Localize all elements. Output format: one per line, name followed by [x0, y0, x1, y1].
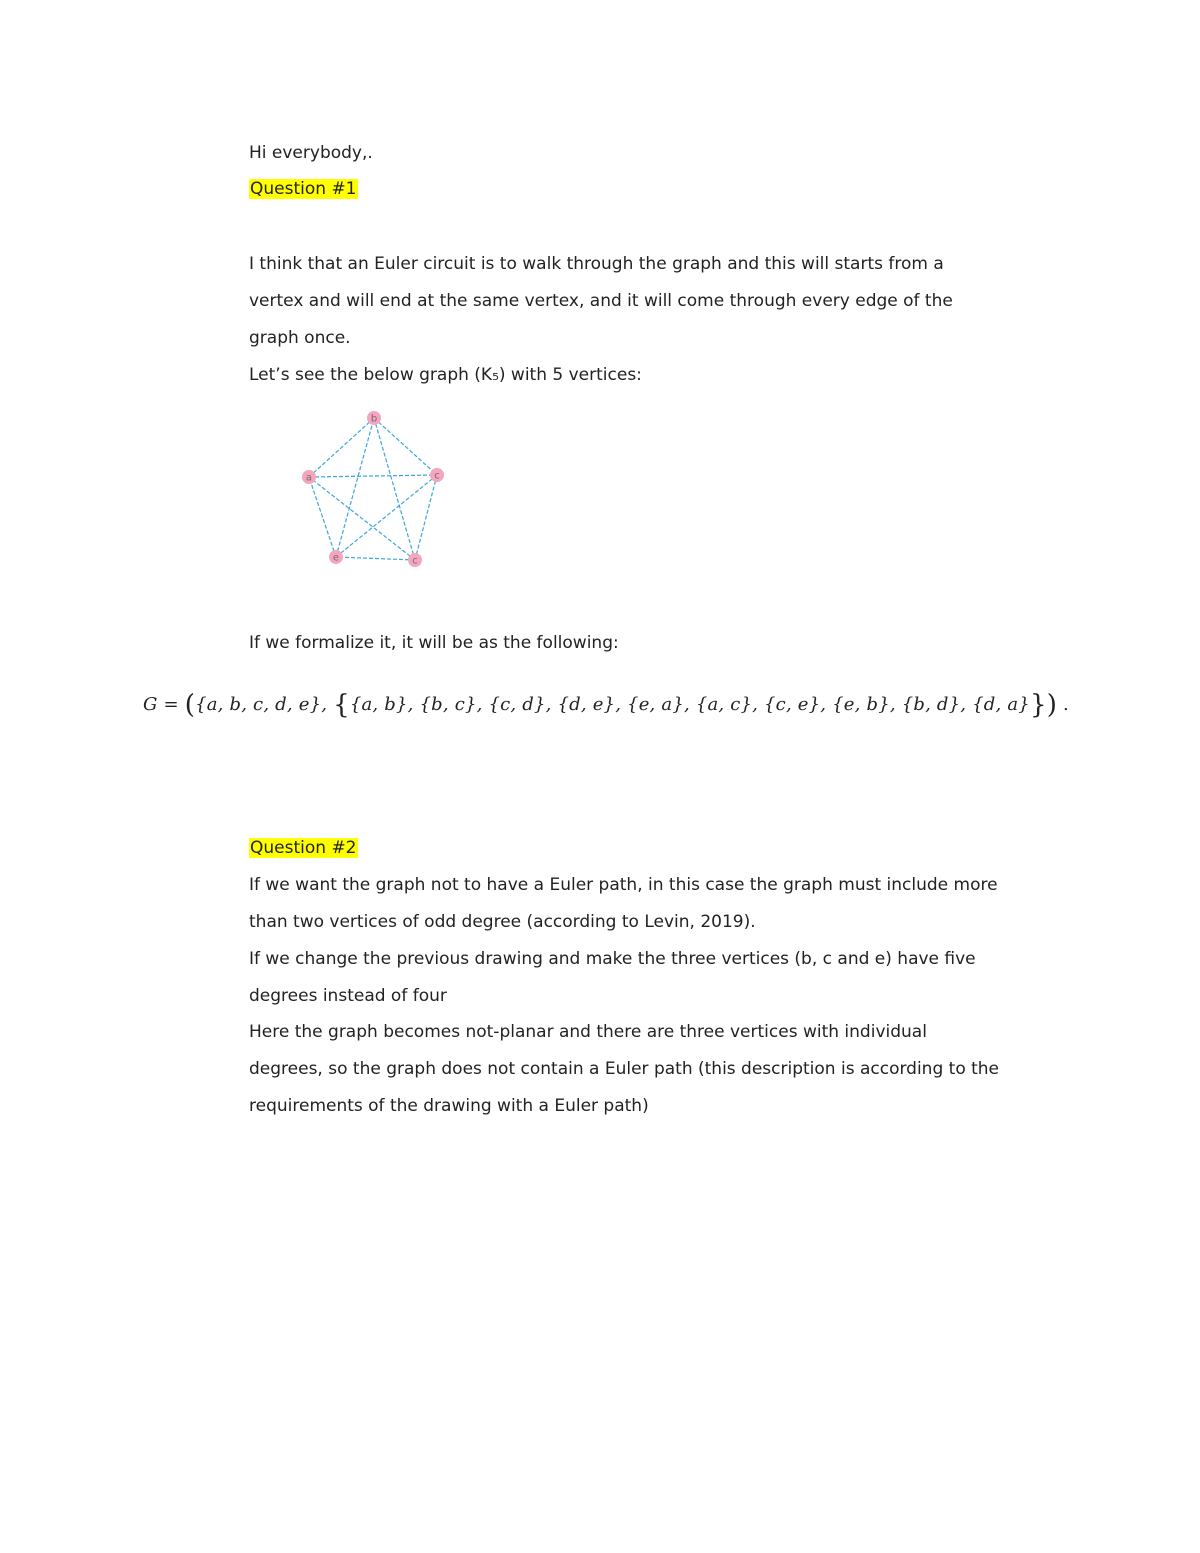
question-1-heading-text: Question #1: [250, 179, 357, 199]
edge-c-e: [336, 475, 437, 557]
question-2-line: Here the graph becomes not-planar and there are three vertices with individual: [249, 1022, 927, 1042]
graph-vertices: [302, 411, 444, 567]
question-2-line: If we want the graph not to have a Euler path, in this case the graph must include more: [249, 875, 998, 895]
formula-vertex-set: {a, b, c, d, e}: [195, 694, 322, 715]
question-2-line: If we change the previous drawing and make the three vertices (b, c and e) have five: [249, 949, 976, 969]
edge-a-c: [309, 475, 437, 477]
question-1-paragraph-line: vertex and will end at the same vertex, and it will come through every edge of the: [249, 291, 953, 311]
formula-lhs: G =: [143, 694, 185, 715]
vertex-label-e: e: [332, 552, 340, 564]
edge-c-d: [415, 475, 437, 560]
vertex-label-b: b: [370, 413, 378, 425]
question-2-line: degrees instead of four: [249, 986, 447, 1006]
question-2-heading: [249, 836, 358, 860]
vertex-label-d: c: [412, 555, 418, 567]
question-2-line: than two vertices of odd degree (according to Levin, 2019).: [249, 912, 756, 932]
question-2-heading-text: Question #2: [250, 838, 357, 858]
question-2-line: requirements of the drawing with a Euler path): [249, 1096, 649, 1116]
graph-intro: Let’s see the below graph (K₅) with 5 vertices:: [249, 365, 642, 385]
formalize-intro: If we formalize it, it will be as the following:: [249, 633, 619, 653]
graph-edges: [309, 418, 437, 560]
question-2-line: degrees, so the graph does not contain a Euler path (this description is according to the: [249, 1059, 1000, 1079]
question-1-paragraph-line: I think that an Euler circuit is to walk through the graph and this will starts from a: [249, 254, 944, 274]
edge-a-b: [309, 418, 374, 477]
edge-e-a: [309, 477, 336, 557]
edge-b-d: [374, 418, 415, 560]
edge-d-a: [309, 477, 415, 560]
greeting: Hi everybody,.: [249, 143, 373, 163]
edge-e-b: [336, 418, 374, 557]
formula-end: .: [1057, 694, 1069, 715]
formula-edge-set: {a, b}, {b, c}, {c, d}, {d, e}, {e, a}, {a, c}, {c, e}, {e, b}, {b, d}, {d, a}: [349, 694, 1030, 715]
question-1-heading: [249, 177, 358, 201]
question-1-paragraph-line: graph once.: [249, 328, 351, 348]
edge-b-c: [374, 418, 437, 475]
graph-formula: G = ({a, b, c, d, e}, {{a, b}, {b, c}, {c, d}, {d, e}, {e, a}, {a, c}, {c, e}, {e, b}, {b, d}, {d, a}}) .: [143, 690, 1069, 720]
vertex-label-a: a: [305, 472, 313, 484]
k5-graph-figure: [290, 405, 460, 575]
vertex-label-c: c: [434, 470, 440, 482]
edge-d-e: [336, 557, 415, 560]
